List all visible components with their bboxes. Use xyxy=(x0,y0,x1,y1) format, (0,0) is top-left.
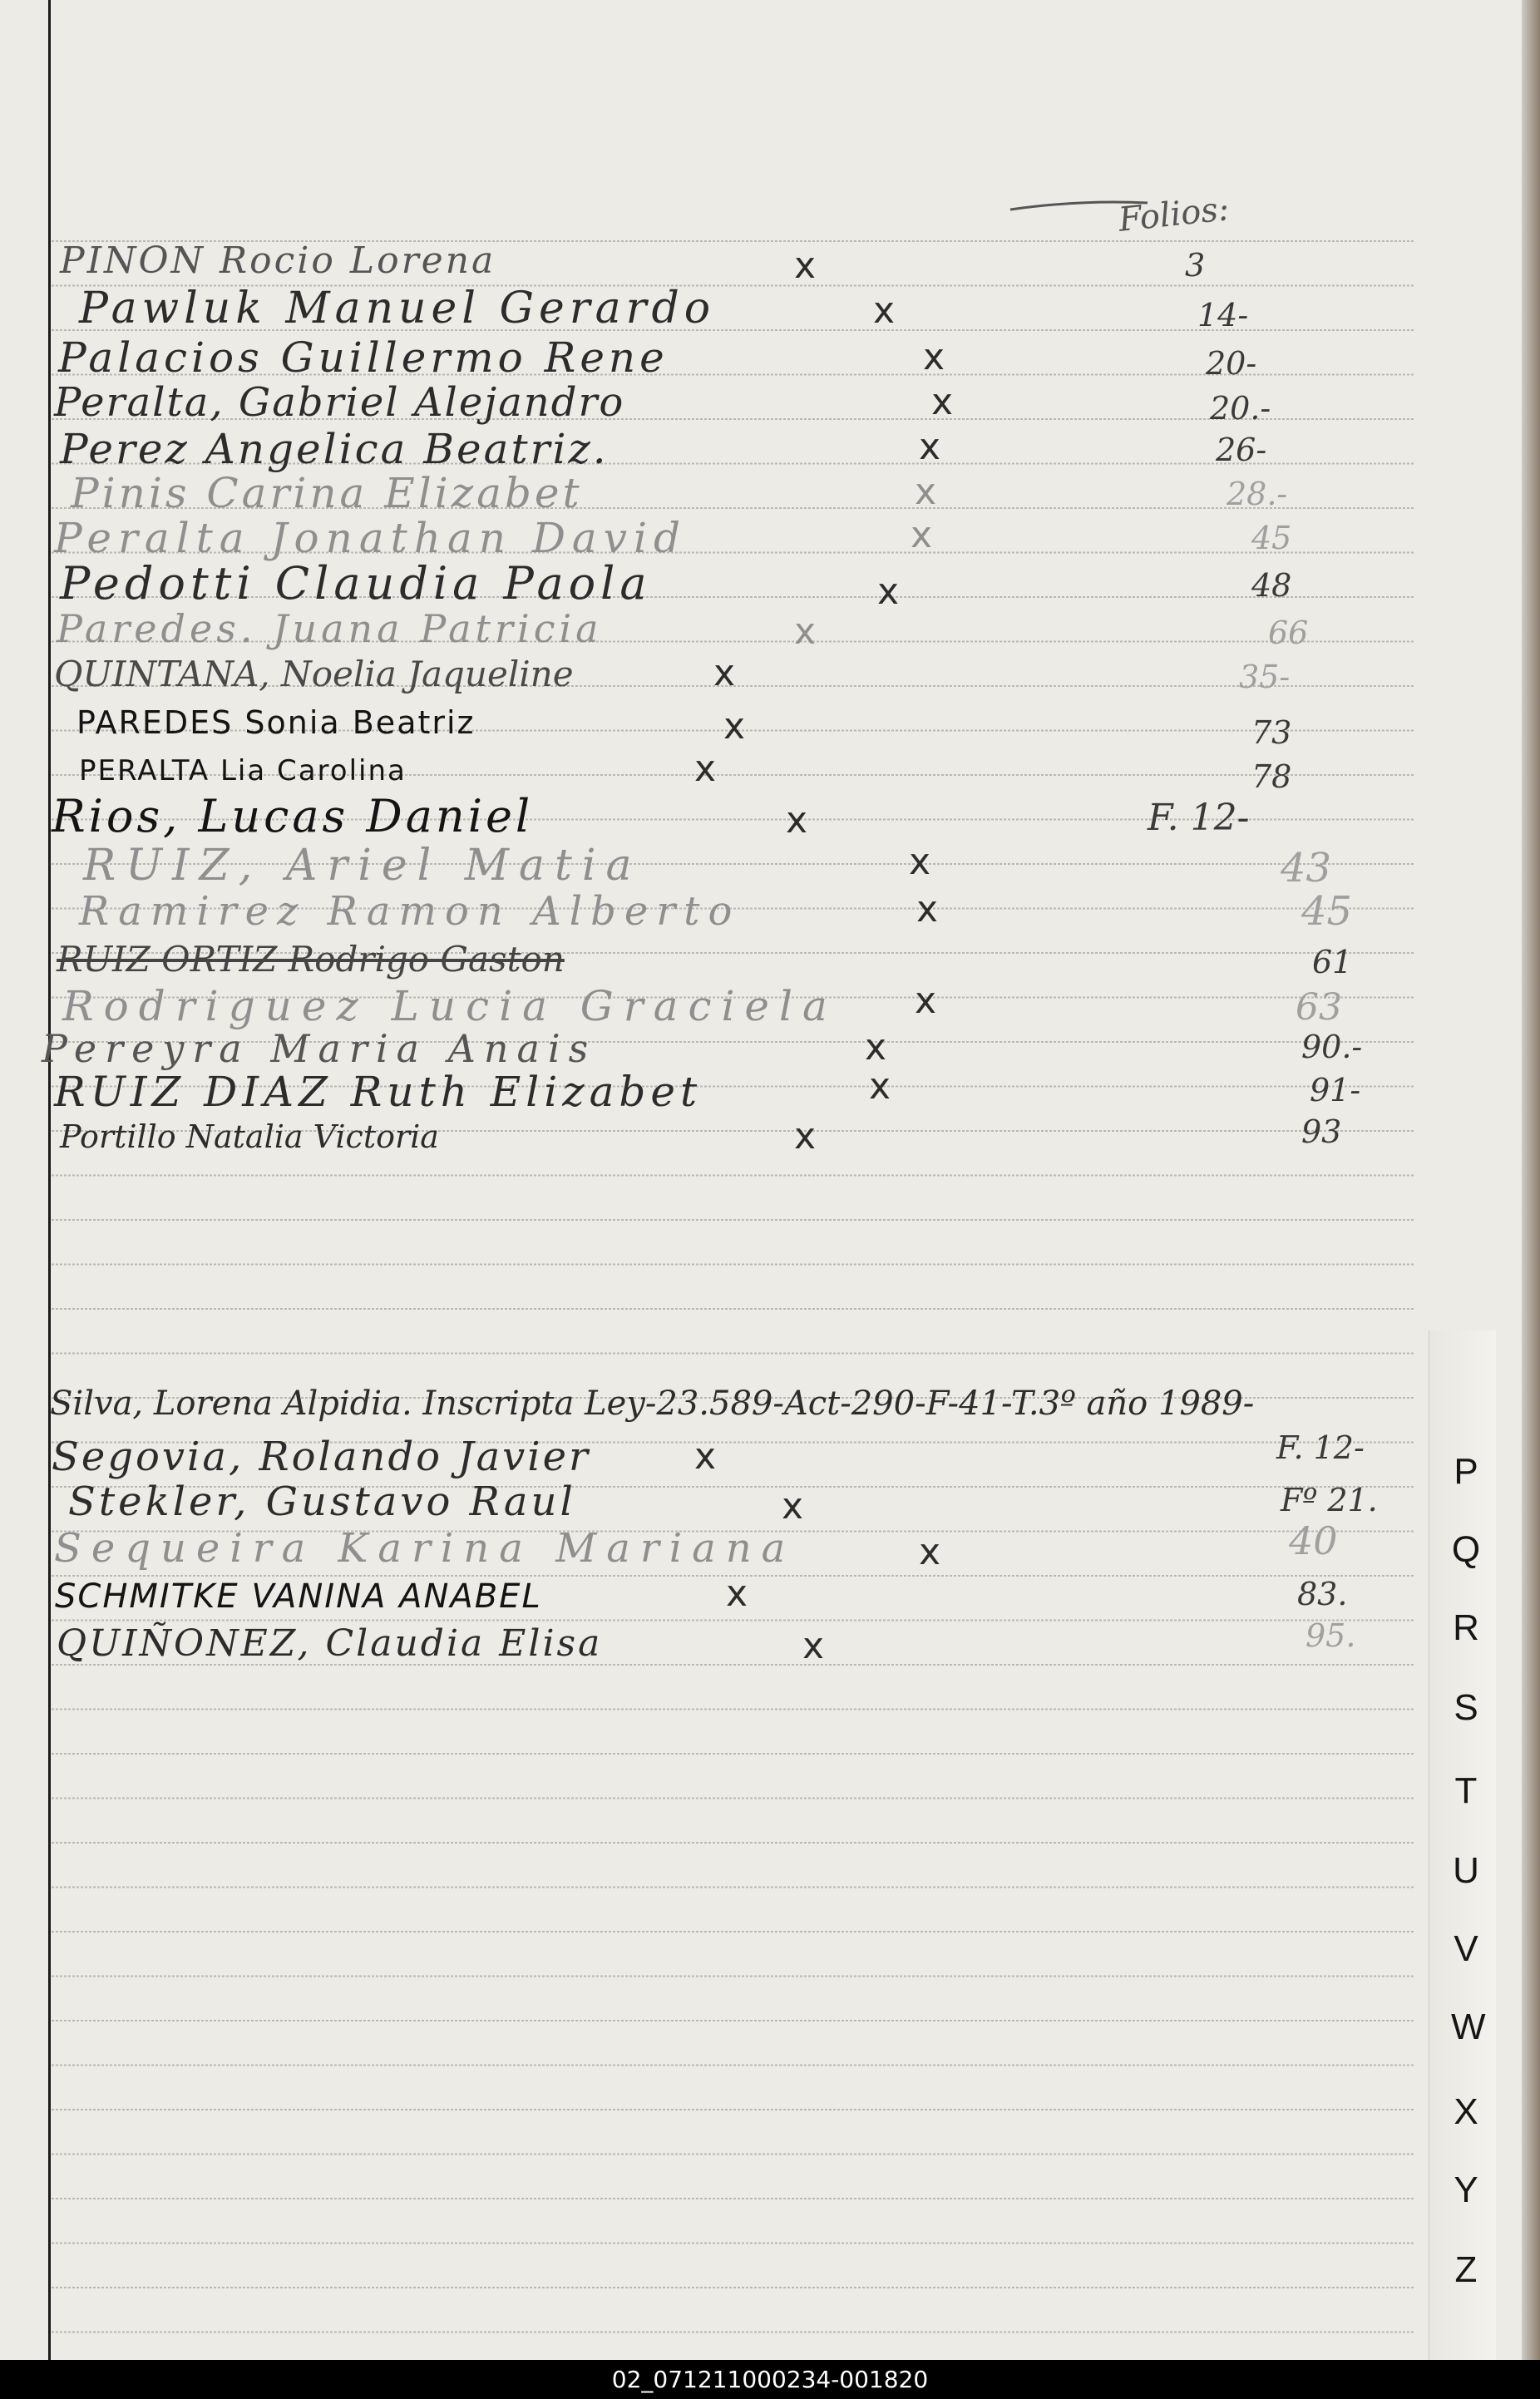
folio-number: 63 xyxy=(1296,986,1342,1029)
index-tab-r[interactable]: R xyxy=(1453,1607,1479,1648)
index-tab-w[interactable]: W xyxy=(1451,2007,1486,2047)
check-mark: x xyxy=(723,705,746,748)
check-mark: x xyxy=(911,514,933,556)
check-mark: x xyxy=(919,1531,941,1573)
document-code: 02_071211000234-001820 xyxy=(611,2366,929,2393)
margin-line xyxy=(48,0,51,2360)
index-tab-v[interactable]: V xyxy=(1454,1928,1478,1969)
folio-number: 14- xyxy=(1197,297,1249,333)
entry-name: Rios, Lucas Daniel xyxy=(52,790,534,842)
entry-name: Sequeira Karina Mariana xyxy=(54,1525,796,1572)
entry-name: Pedotti Claudia Paola xyxy=(60,557,652,610)
check-mark: x xyxy=(865,1026,887,1069)
check-mark: x xyxy=(694,748,717,790)
check-mark: x xyxy=(919,426,941,468)
folio-number: 43 xyxy=(1281,845,1332,891)
entry-name: Portillo Natalia Victoria xyxy=(60,1118,439,1155)
folio-number: 93 xyxy=(1301,1113,1342,1150)
folio-number: 40 xyxy=(1289,1518,1338,1563)
entry-name: Peralta, Gabriel Alejandro xyxy=(54,379,625,426)
folio-number: 90.- xyxy=(1301,1029,1363,1065)
check-mark: x xyxy=(909,841,931,883)
entry-name: Ramirez Ramon Alberto xyxy=(79,888,741,935)
entry-name: SCHMITKE VANINA ANABEL xyxy=(55,1577,542,1616)
check-mark: x xyxy=(877,570,900,613)
folio-number: F. 12- xyxy=(1148,797,1250,839)
entry-name: Pinis Carina Elizabet xyxy=(71,469,583,517)
entry-name: Rodriguez Lucia Graciela xyxy=(62,982,837,1030)
entry-name: Peralta Jonathan David xyxy=(54,514,687,562)
folio-number: 48 xyxy=(1251,567,1292,604)
folio-number: 83. xyxy=(1297,1576,1348,1612)
entry-name: RUIZ ORTIZ Rodrigo Gaston xyxy=(57,939,565,980)
folio-number: 91- xyxy=(1310,1072,1361,1108)
folio-number: Fº 21. xyxy=(1281,1482,1378,1518)
index-tab-z[interactable]: Z xyxy=(1454,2249,1478,2290)
folio-number: 35- xyxy=(1239,659,1291,695)
check-mark: x xyxy=(923,336,945,378)
entry-name: Stekler, Gustavo Raul xyxy=(68,1478,576,1525)
index-tab-x[interactable]: X xyxy=(1454,2091,1478,2132)
entry-name: PAREDES Sonia Beatriz xyxy=(77,704,476,741)
index-tab-s[interactable]: S xyxy=(1454,1687,1478,1728)
folio-number: 45 xyxy=(1251,520,1292,556)
check-mark: x xyxy=(794,244,817,287)
folio-number: 61 xyxy=(1312,944,1353,980)
entry-name: Palacios Guillermo Rene xyxy=(58,333,669,382)
folio-number: 45 xyxy=(1301,888,1353,935)
index-tab-p[interactable]: P xyxy=(1454,1451,1478,1492)
index-tab-t[interactable]: T xyxy=(1454,1770,1478,1811)
folio-number: 28.- xyxy=(1227,476,1288,512)
index-tab-u[interactable]: U xyxy=(1453,1850,1479,1891)
check-mark: x xyxy=(694,1435,717,1478)
entry-name: Pereyra Maria Anais xyxy=(42,1026,597,1071)
entry-name: Paredes. Juana Patricia xyxy=(57,606,603,651)
folio-number: 78 xyxy=(1251,758,1292,795)
entry-name: Segovia, Rolando Javier xyxy=(52,1434,590,1480)
folios-header: Folios: xyxy=(1116,190,1232,239)
entry-name: PERALTA Lia Carolina xyxy=(79,754,407,787)
check-mark: x xyxy=(869,1065,891,1108)
check-mark: x xyxy=(802,1625,825,1667)
check-mark: x xyxy=(915,980,937,1022)
check-mark: x xyxy=(794,1115,817,1158)
check-mark: x xyxy=(794,610,817,653)
index-tab-y[interactable]: Y xyxy=(1454,2169,1478,2210)
folio-number: 3 xyxy=(1185,247,1206,284)
folio-number: 20.- xyxy=(1210,390,1271,427)
folio-number: F. 12- xyxy=(1276,1429,1365,1466)
check-mark: x xyxy=(916,888,939,930)
folio-number: 66 xyxy=(1268,615,1309,651)
check-mark: x xyxy=(726,1572,748,1615)
entry-name: QUINTANA, Noelia Jaqueline xyxy=(54,654,574,694)
check-mark: x xyxy=(873,289,896,332)
entry-name: RUIZ, Ariel Matia xyxy=(83,841,642,891)
check-mark: x xyxy=(915,471,937,513)
entry-name: RUIZ DIAZ Ruth Elizabet xyxy=(54,1068,703,1116)
entry-name: Perez Angelica Beatriz. xyxy=(60,425,609,473)
folio-number: 95. xyxy=(1306,1617,1356,1654)
check-mark: x xyxy=(931,381,954,423)
entry-name: Pawluk Manuel Gerardo xyxy=(79,284,716,333)
entry-name: QUIÑONEZ, Claudia Elisa xyxy=(57,1622,603,1665)
check-mark: x xyxy=(782,1485,804,1528)
entry-name: PINON Rocio Lorena xyxy=(60,239,496,282)
folio-number: 73 xyxy=(1251,714,1292,751)
check-mark: x xyxy=(786,799,808,842)
index-tab-q[interactable]: Q xyxy=(1451,1529,1481,1570)
inscription-note: Silva, Lorena Alpidia. Inscripta Ley-23.589-Act-290-F-41-T.3º año 1989- xyxy=(50,1385,1255,1423)
check-mark: x xyxy=(713,652,736,694)
folio-number: 26- xyxy=(1216,432,1267,468)
folio-number: 20- xyxy=(1206,345,1257,382)
